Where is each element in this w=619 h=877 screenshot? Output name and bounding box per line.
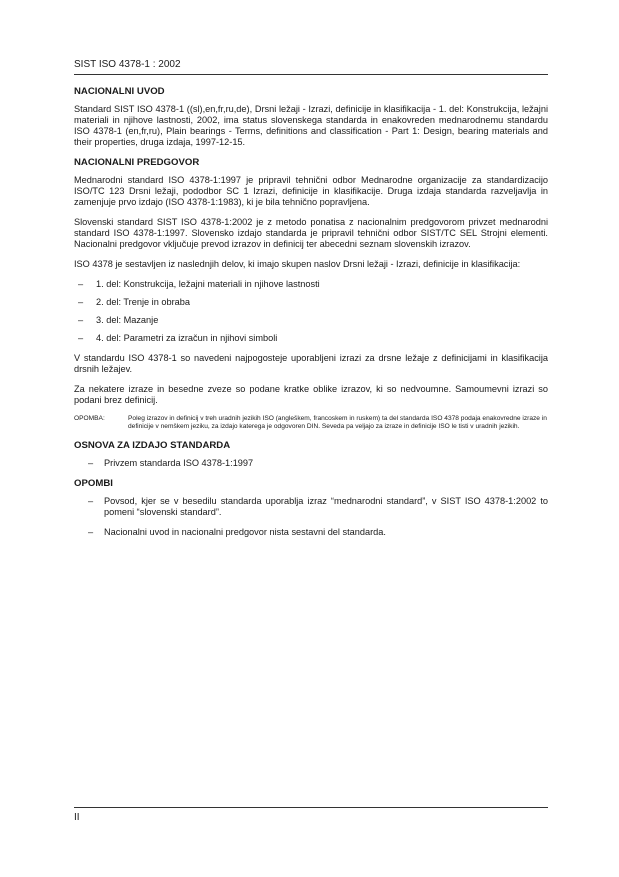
note-text: Poleg izrazov in definicij v treh uradnih jezikih ISO (angleškem, francoskem in ruskem) ta del standarda ISO 4378 podaja enakovredne izraze in definicije v nemškem jeziku, za izdajo katerega je odgovoren DIN. Seveda pa veljajo za izraze in definicije ISO le tisti v uradnih jezikih. [128, 415, 547, 430]
basis-list [74, 458, 548, 469]
list-item: – Povsod, kjer se v besedilu standarda uporablja izraz “mednarodni standard”, v SIST ISO 4378-1:2002 to pomeni “slovenski standard”. [74, 496, 548, 518]
footer-rule [74, 807, 548, 808]
page-number: II [74, 812, 80, 823]
note-block [74, 415, 548, 431]
notes-list [74, 496, 548, 538]
foreword-paragraph-3: ISO 4378 je sestavljen iz naslednjih delov, ki imajo skupen naslov Drsni ležaji - Izrazi, definicije in klasifikacija: [74, 259, 521, 269]
header-rule [74, 74, 548, 75]
foreword-paragraph-2: Slovenski standard SIST ISO 4378-1:2002 je z metodo ponatisa z nacionalnim predgovorom privzet mednarodni standard ISO 4378-1:1997. Slovensko izdajo standarda je pripravil tehnični odbor SIST/TC SEL Strojni elementi. Nacionalni predgovor vključuje prevod izrazov in definicij ter abecedni seznam slovenskih izrazov. [74, 217, 548, 249]
list-item: – Nacionalni uvod in nacionalni predgovor nista sestavni del standarda. [74, 527, 548, 538]
running-header: SIST ISO 4378-1 : 2002 [74, 59, 181, 70]
list-item: – 2. del: Trenje in obraba [74, 297, 548, 308]
national-intro-paragraph: Standard SIST ISO 4378-1 ((sl),en,fr,ru,de), Drsni ležaji - Izrazi, definicije in klasifikacija - 1. del: Konstrukcija, ležajni materiali in njihove lastnosti, 2002, ima status slovenskega standarda in enakovreden mednarodnemu standardu ISO 4378-1 (en,fr,ru), Plain bearings - Terms, definitions and classification - Part 1: Design, bearing materials and their properties, druga izdaja, 1997-12-15. [74, 104, 548, 147]
foreword-paragraph-4: V standardu ISO 4378-1 so navedeni najpogosteje uporabljeni izrazi za drsne ležaje z definicijami in klasifikacija drsnih ležajev. [74, 353, 548, 374]
list-item: – 3. del: Mazanje [74, 315, 548, 326]
foreword-paragraph-1: Mednarodni standard ISO 4378-1:1997 je pripravil tehnični odbor Mednarodne organizacije za standardizacijo ISO/TC 123 Drsni ležaji, pododbor SC 1 Izrazi, definicije in klasifikacije. Druga izdaja standarda razveljavlja in zamenjuje prvo izdajo (ISO 4378-1:1983), ki je bila tehnično popravljena. [74, 175, 548, 207]
foreword-paragraph-5: Za nekatere izraze in besedne zveze so podane kratke oblike izrazov, ki so nedvoumne. Samoumevni izrazi so podani brez definicij. [74, 384, 548, 405]
list-item: – 1. del: Konstrukcija, ležajni materiali in njihove lastnosti [74, 279, 548, 290]
list-item: – 4. del: Parametri za izračun in njihovi simboli [74, 333, 548, 344]
section-title-national-intro: NACIONALNI UVOD [74, 86, 165, 97]
note-label: OPOMBA: [74, 415, 105, 422]
list-item: – Privzem standarda ISO 4378-1:1997 [74, 458, 548, 469]
section-title-national-foreword: NACIONALNI PREDGOVOR [74, 157, 200, 168]
page-content [74, 86, 548, 547]
section-title-notes: OPOMBI [74, 478, 113, 489]
section-title-basis: OSNOVA ZA IZDAJO STANDARDA [74, 440, 231, 451]
parts-list [74, 279, 548, 344]
